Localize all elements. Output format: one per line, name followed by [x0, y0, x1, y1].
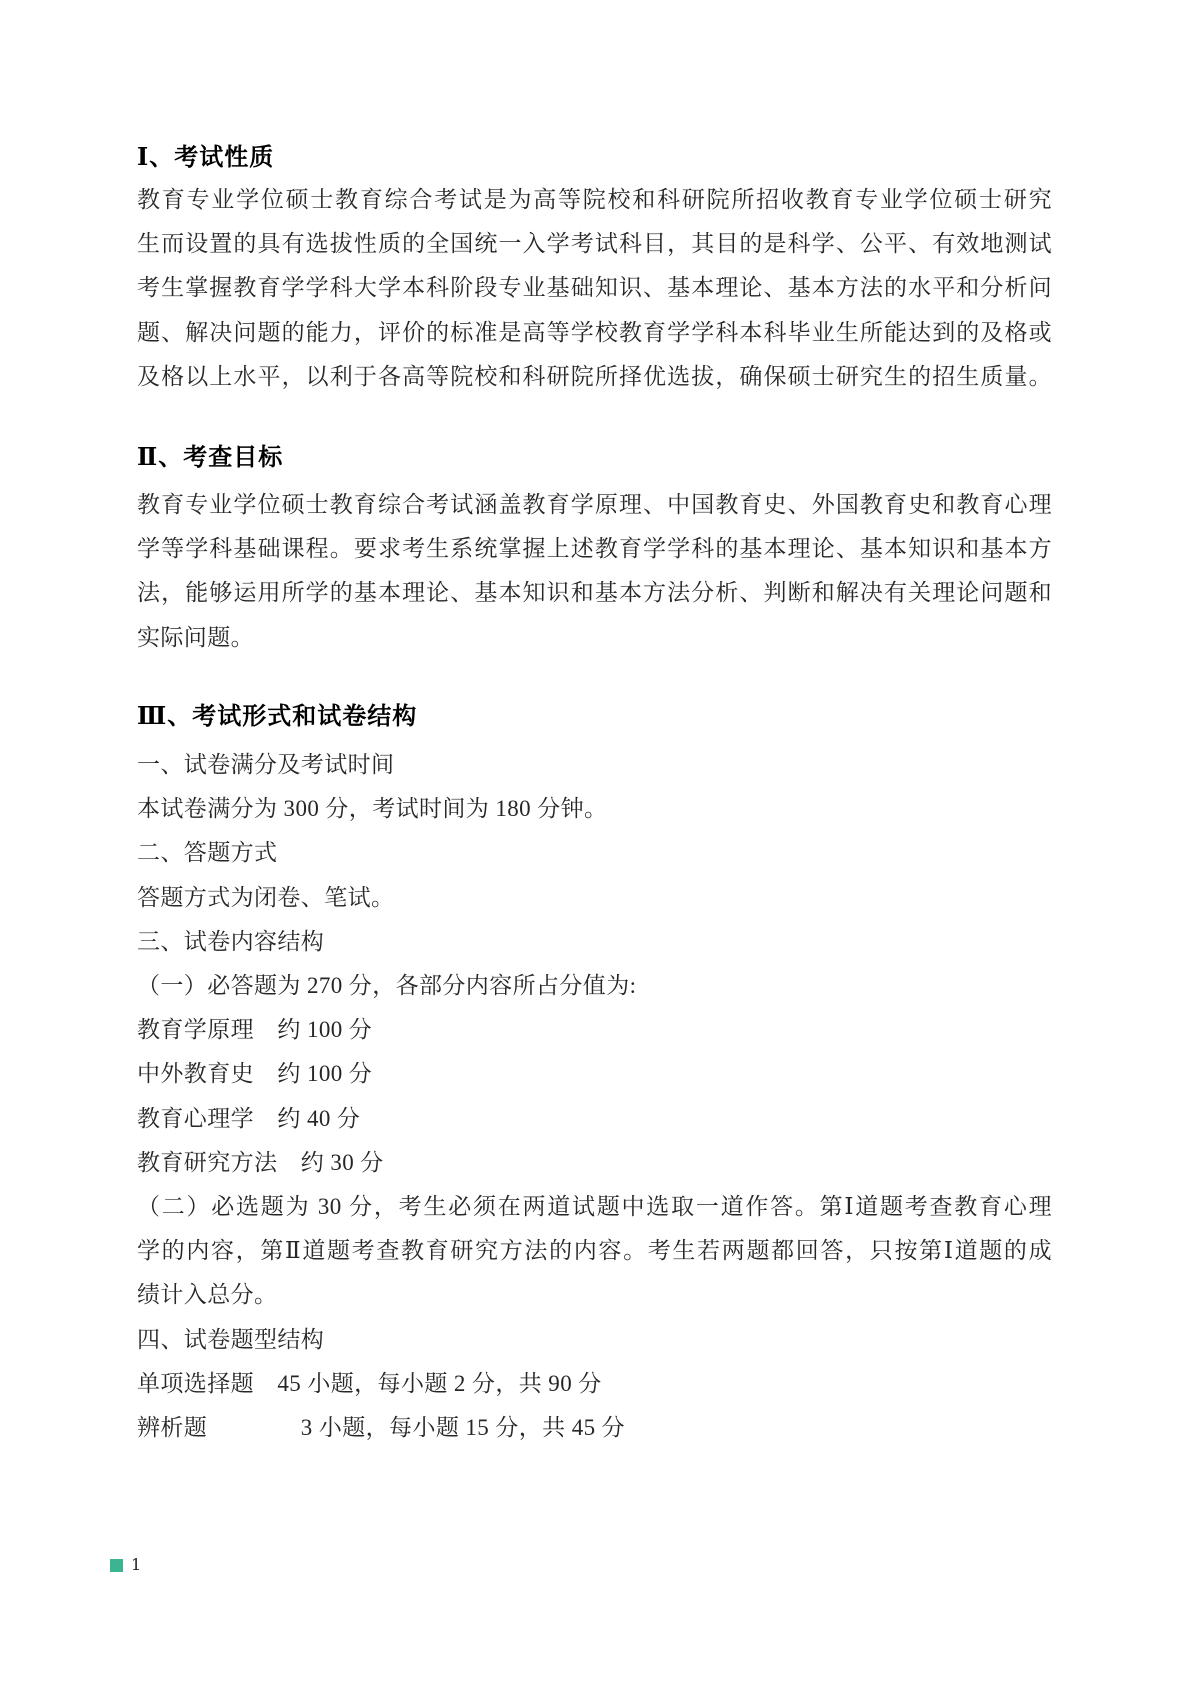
text-line: 本试卷满分为 300 分，考试时间为 180 分钟。	[137, 796, 608, 822]
section-1-heading: Ⅰ、考试性质	[137, 145, 275, 171]
text-line: 二、答题方式	[137, 840, 278, 866]
section-2-paragraph	[137, 483, 1052, 660]
text-line: （二）必选题为 30 分，考生必须在两道试题中选取一道作答。第Ⅰ道题考查教育心理	[137, 1194, 1052, 1220]
text-line: 绩计入总分。	[137, 1282, 278, 1308]
text-line: 学的内容，第Ⅱ道题考查教育研究方法的内容。考生若两题都回答，只按第Ⅰ道题的成	[137, 1238, 1052, 1264]
text-line: 题、解决问题的能力，评价的标准是高等学校教育学学科本科毕业生所能达到的及格或	[137, 319, 1052, 345]
section-3-body	[137, 743, 1052, 1450]
page-footer	[110, 1557, 141, 1573]
text-line: 教育研究方法 约 30 分	[137, 1149, 384, 1175]
text-line: 考生掌握教育学学科大学本科阶段专业基础知识、基本理论、基本方法的水平和分析问	[137, 275, 1052, 301]
text-line: 一、试卷满分及考试时间	[137, 752, 395, 777]
section-1-paragraph	[137, 178, 1052, 399]
text-line: 辨析题 3 小题，每小题 15 分，共 45 分	[137, 1415, 626, 1441]
text-line: 实际问题。	[137, 624, 254, 650]
text-line: 生而设置的具有选拔性质的全国统一入学考试科目，其目的是科学、公平、有效地测试	[137, 231, 1052, 257]
text-line: （一）必答题为 270 分，各部分内容所占分值为:	[137, 973, 637, 999]
section-3-heading: Ⅲ、考试形式和试卷结构	[137, 704, 418, 730]
text-line: 学等学科基础课程。要求考生系统掌握上述教育学学科的基本理论、基本知识和基本方	[137, 536, 1052, 562]
text-line: 中外教育史 约 100 分	[137, 1061, 373, 1087]
text-line: 单项选择题 45 小题，每小题 2 分，共 90 分	[137, 1370, 602, 1396]
text-line: 三、试卷内容结构	[137, 928, 325, 954]
text-line: 教育学原理 约 100 分	[137, 1017, 373, 1043]
text-line: 四、试卷题型结构	[137, 1326, 325, 1352]
page-marker-icon	[110, 1559, 123, 1572]
section-2-heading: Ⅱ、考查目标	[137, 445, 284, 471]
text-line: 答题方式为闭卷、笔试。	[137, 884, 395, 910]
text-line: 及格以上水平，以利于各高等院校和科研院所择优选拔，确保硕士研究生的招生质量。	[137, 363, 1052, 389]
text-line: 教育专业学位硕士教育综合考试涵盖教育学原理、中国教育史、外国教育史和教育心理	[137, 492, 1052, 517]
text-line: 教育专业学位硕士教育综合考试是为高等院校和科研院所招收教育专业学位硕士研究	[137, 187, 1052, 212]
page-number: 1	[131, 1555, 142, 1574]
text-line: 教育心理学 约 40 分	[137, 1105, 361, 1131]
text-line: 法，能够运用所学的基本理论、基本知识和基本方法分析、判断和解决有关理论问题和	[137, 580, 1052, 606]
